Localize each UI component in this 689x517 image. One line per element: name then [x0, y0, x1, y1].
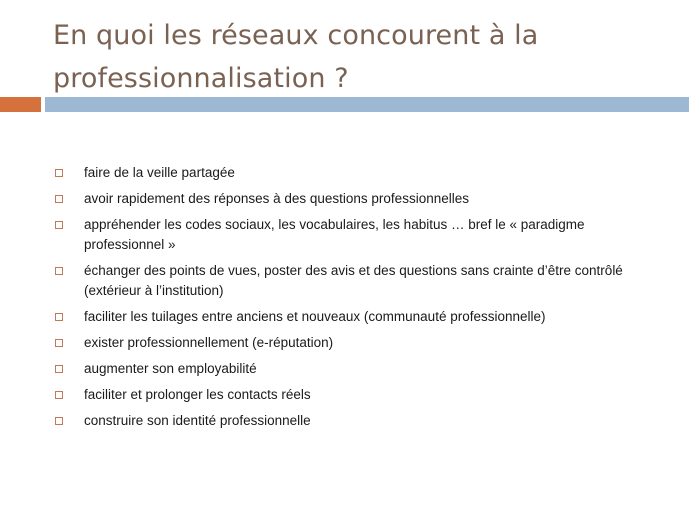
- hollow-square-icon: [55, 169, 63, 177]
- list-item: [55, 215, 665, 255]
- hollow-square-icon: [55, 313, 63, 321]
- hollow-square-icon: [55, 417, 63, 425]
- list-item: [55, 411, 665, 431]
- list-item: [55, 307, 665, 327]
- bullet-text: exister professionnellement (e-réputation): [84, 335, 334, 350]
- bullet-text: échanger des points de vues, poster des avis et des questions sans crainte d’être contrôlé (extérieur à l’institution): [84, 263, 623, 298]
- bullet-text: construire son identité professionnelle: [84, 413, 311, 428]
- title-underline-bar: [45, 97, 689, 112]
- hollow-square-icon: [55, 391, 63, 399]
- list-item: [55, 333, 665, 353]
- list-item: [55, 261, 665, 301]
- list-item: [55, 385, 665, 405]
- bullet-text: appréhender les codes sociaux, les vocabulaires, les habitus … bref le « paradigme professionnel »: [84, 217, 585, 252]
- bullet-text: faciliter les tuilages entre anciens et nouveaux (communauté professionnelle): [84, 309, 546, 324]
- hollow-square-icon: [55, 267, 63, 275]
- bullet-text: faciliter et prolonger les contacts réels: [84, 387, 311, 402]
- slide-title: En quoi les réseaux concourent à la professionnalisation ?: [53, 20, 539, 94]
- bullet-list: [55, 163, 665, 437]
- list-item: [55, 189, 665, 209]
- bullet-text: avoir rapidement des réponses à des questions professionnelles: [84, 191, 469, 206]
- title-accent-bar: [0, 97, 41, 112]
- list-item: [55, 359, 665, 379]
- hollow-square-icon: [55, 221, 63, 229]
- hollow-square-icon: [55, 365, 63, 373]
- bullet-text: augmenter son employabilité: [84, 361, 257, 376]
- hollow-square-icon: [55, 195, 63, 203]
- bullet-text: faire de la veille partagée: [84, 165, 235, 180]
- list-item: [55, 163, 665, 183]
- hollow-square-icon: [55, 339, 63, 347]
